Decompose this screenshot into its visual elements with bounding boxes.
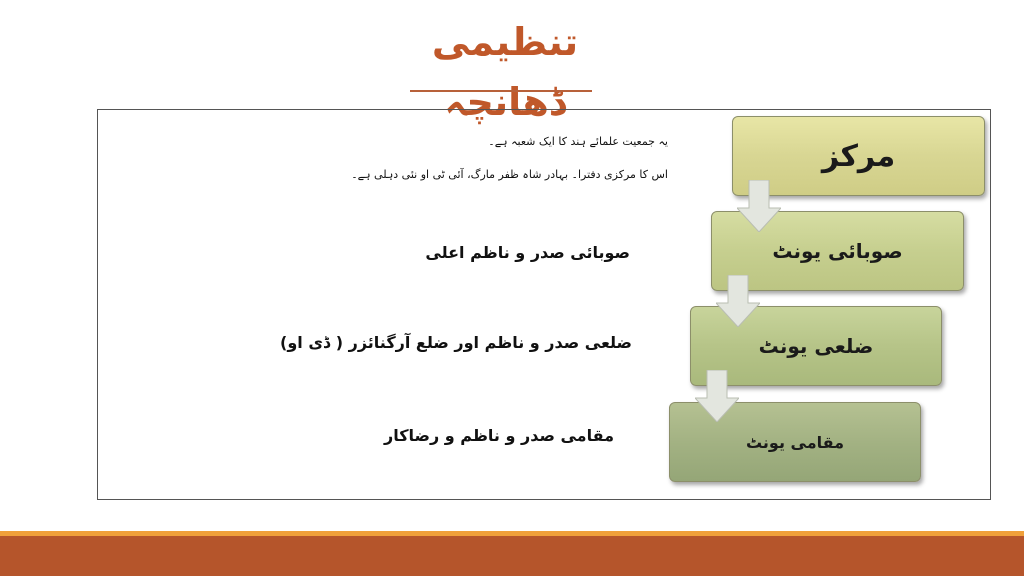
- down-arrow-icon: [695, 370, 739, 422]
- page-title: تنظیمی ڈھانچہ: [431, 20, 579, 124]
- unit-box-district: ضلعی یونٹ: [690, 306, 942, 386]
- unit-box-provincial: صوبائی یونٹ: [711, 211, 964, 291]
- unit-box-center: مرکز: [732, 116, 985, 196]
- role-local: مقامی صدر و ناظم و رضاکار: [383, 426, 614, 445]
- intro-line-1: یہ جمعیت علمائے ہند کا ایک شعبہ ہے۔: [488, 135, 668, 148]
- down-arrow-icon: [716, 275, 760, 327]
- title-underline: [410, 90, 592, 92]
- role-district: ضلعی صدر و ناظم اور ضلع آرگنائزر ( ڈی او): [280, 333, 632, 352]
- unit-box-local: مقامی یونٹ: [669, 402, 921, 482]
- intro-line-2: اس کا مرکزی دفترا۔ بہادر شاہ ظفر مارگ، آئی ٹی او نئی دہلی ہے۔: [351, 168, 668, 181]
- footer-band: [0, 536, 1024, 576]
- role-provincial: صوبائی صدر و ناظم اعلی: [425, 243, 630, 262]
- down-arrow-icon: [737, 180, 781, 232]
